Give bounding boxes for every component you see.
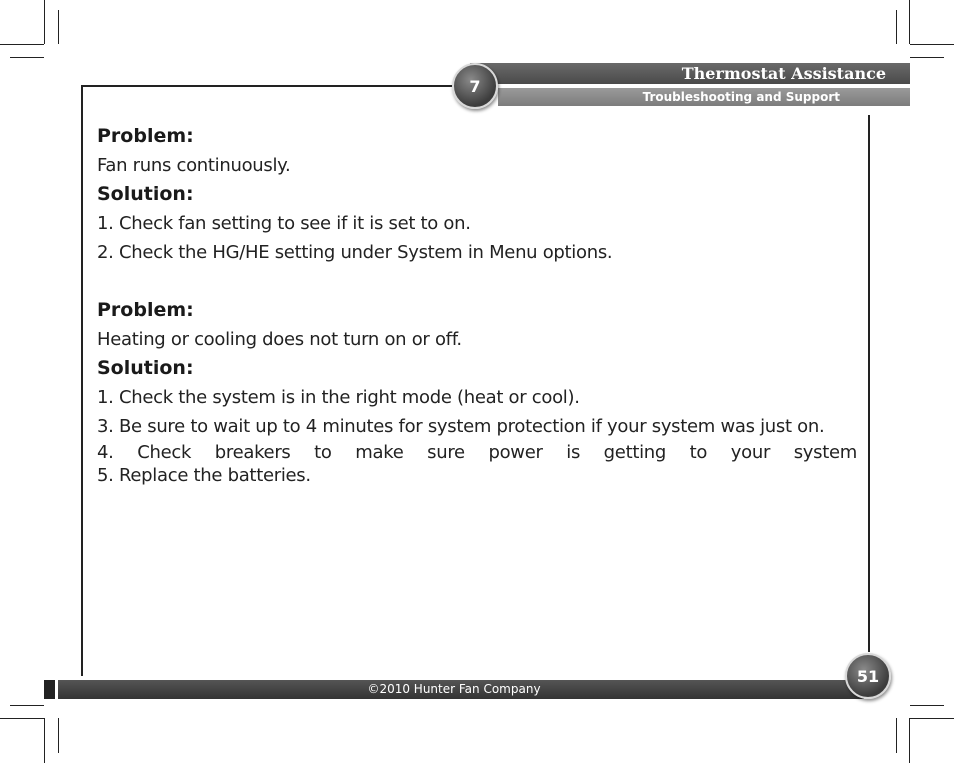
frame-top-line <box>81 85 461 87</box>
crop-mark <box>910 44 954 45</box>
solution-step: 5. Replace the batteries. <box>97 465 311 486</box>
copyright-text: ©2010 Hunter Fan Company <box>367 682 541 696</box>
solution-label: Solution: <box>97 357 194 379</box>
frame-left-line <box>81 86 83 676</box>
solution-step: 4. Check breakers to make sure power is getting to your system <box>97 442 857 463</box>
problem-label: Problem: <box>97 125 194 147</box>
crop-mark <box>910 57 944 58</box>
solution-step: 3. Be sure to wait up to 4 minutes for system protection if your system was just on. <box>97 416 825 437</box>
page-number-badge: 51 <box>845 653 891 699</box>
solution-step: 2. Check the HG/HE setting under System in Menu options. <box>97 242 613 263</box>
problem-label: Problem: <box>97 299 194 321</box>
crop-mark <box>58 718 59 753</box>
section-spacer <box>97 267 857 296</box>
crop-mark <box>910 705 944 706</box>
frame-right-line <box>868 115 870 652</box>
troubleshooting-content <box>97 122 857 487</box>
crop-mark <box>909 718 910 763</box>
footer-bar <box>44 680 864 699</box>
crop-mark <box>58 10 59 44</box>
crop-mark <box>896 718 897 753</box>
problem-text: Fan runs continuously. <box>97 155 291 176</box>
crop-mark <box>896 10 897 44</box>
solution-step: 1. Check the system is in the right mode (heat or cool). <box>97 387 580 408</box>
page-title: Thermostat Assistance <box>681 64 886 83</box>
solution-label: Solution: <box>97 183 194 205</box>
crop-mark <box>10 705 44 706</box>
page-subtitle: Troubleshooting and Support <box>642 90 840 104</box>
crop-mark <box>0 718 44 719</box>
crop-mark <box>44 0 45 44</box>
problem-section <box>97 122 857 267</box>
crop-mark <box>10 57 44 58</box>
problem-text: Heating or cooling does not turn on or off. <box>97 329 462 350</box>
crop-mark <box>44 718 45 763</box>
crop-mark <box>0 44 44 45</box>
crop-mark <box>910 718 954 719</box>
crop-mark <box>909 0 910 44</box>
chapter-number-badge: 7 <box>452 63 498 109</box>
problem-section <box>97 296 857 487</box>
solution-step: 1. Check fan setting to see if it is set to on. <box>97 213 471 234</box>
